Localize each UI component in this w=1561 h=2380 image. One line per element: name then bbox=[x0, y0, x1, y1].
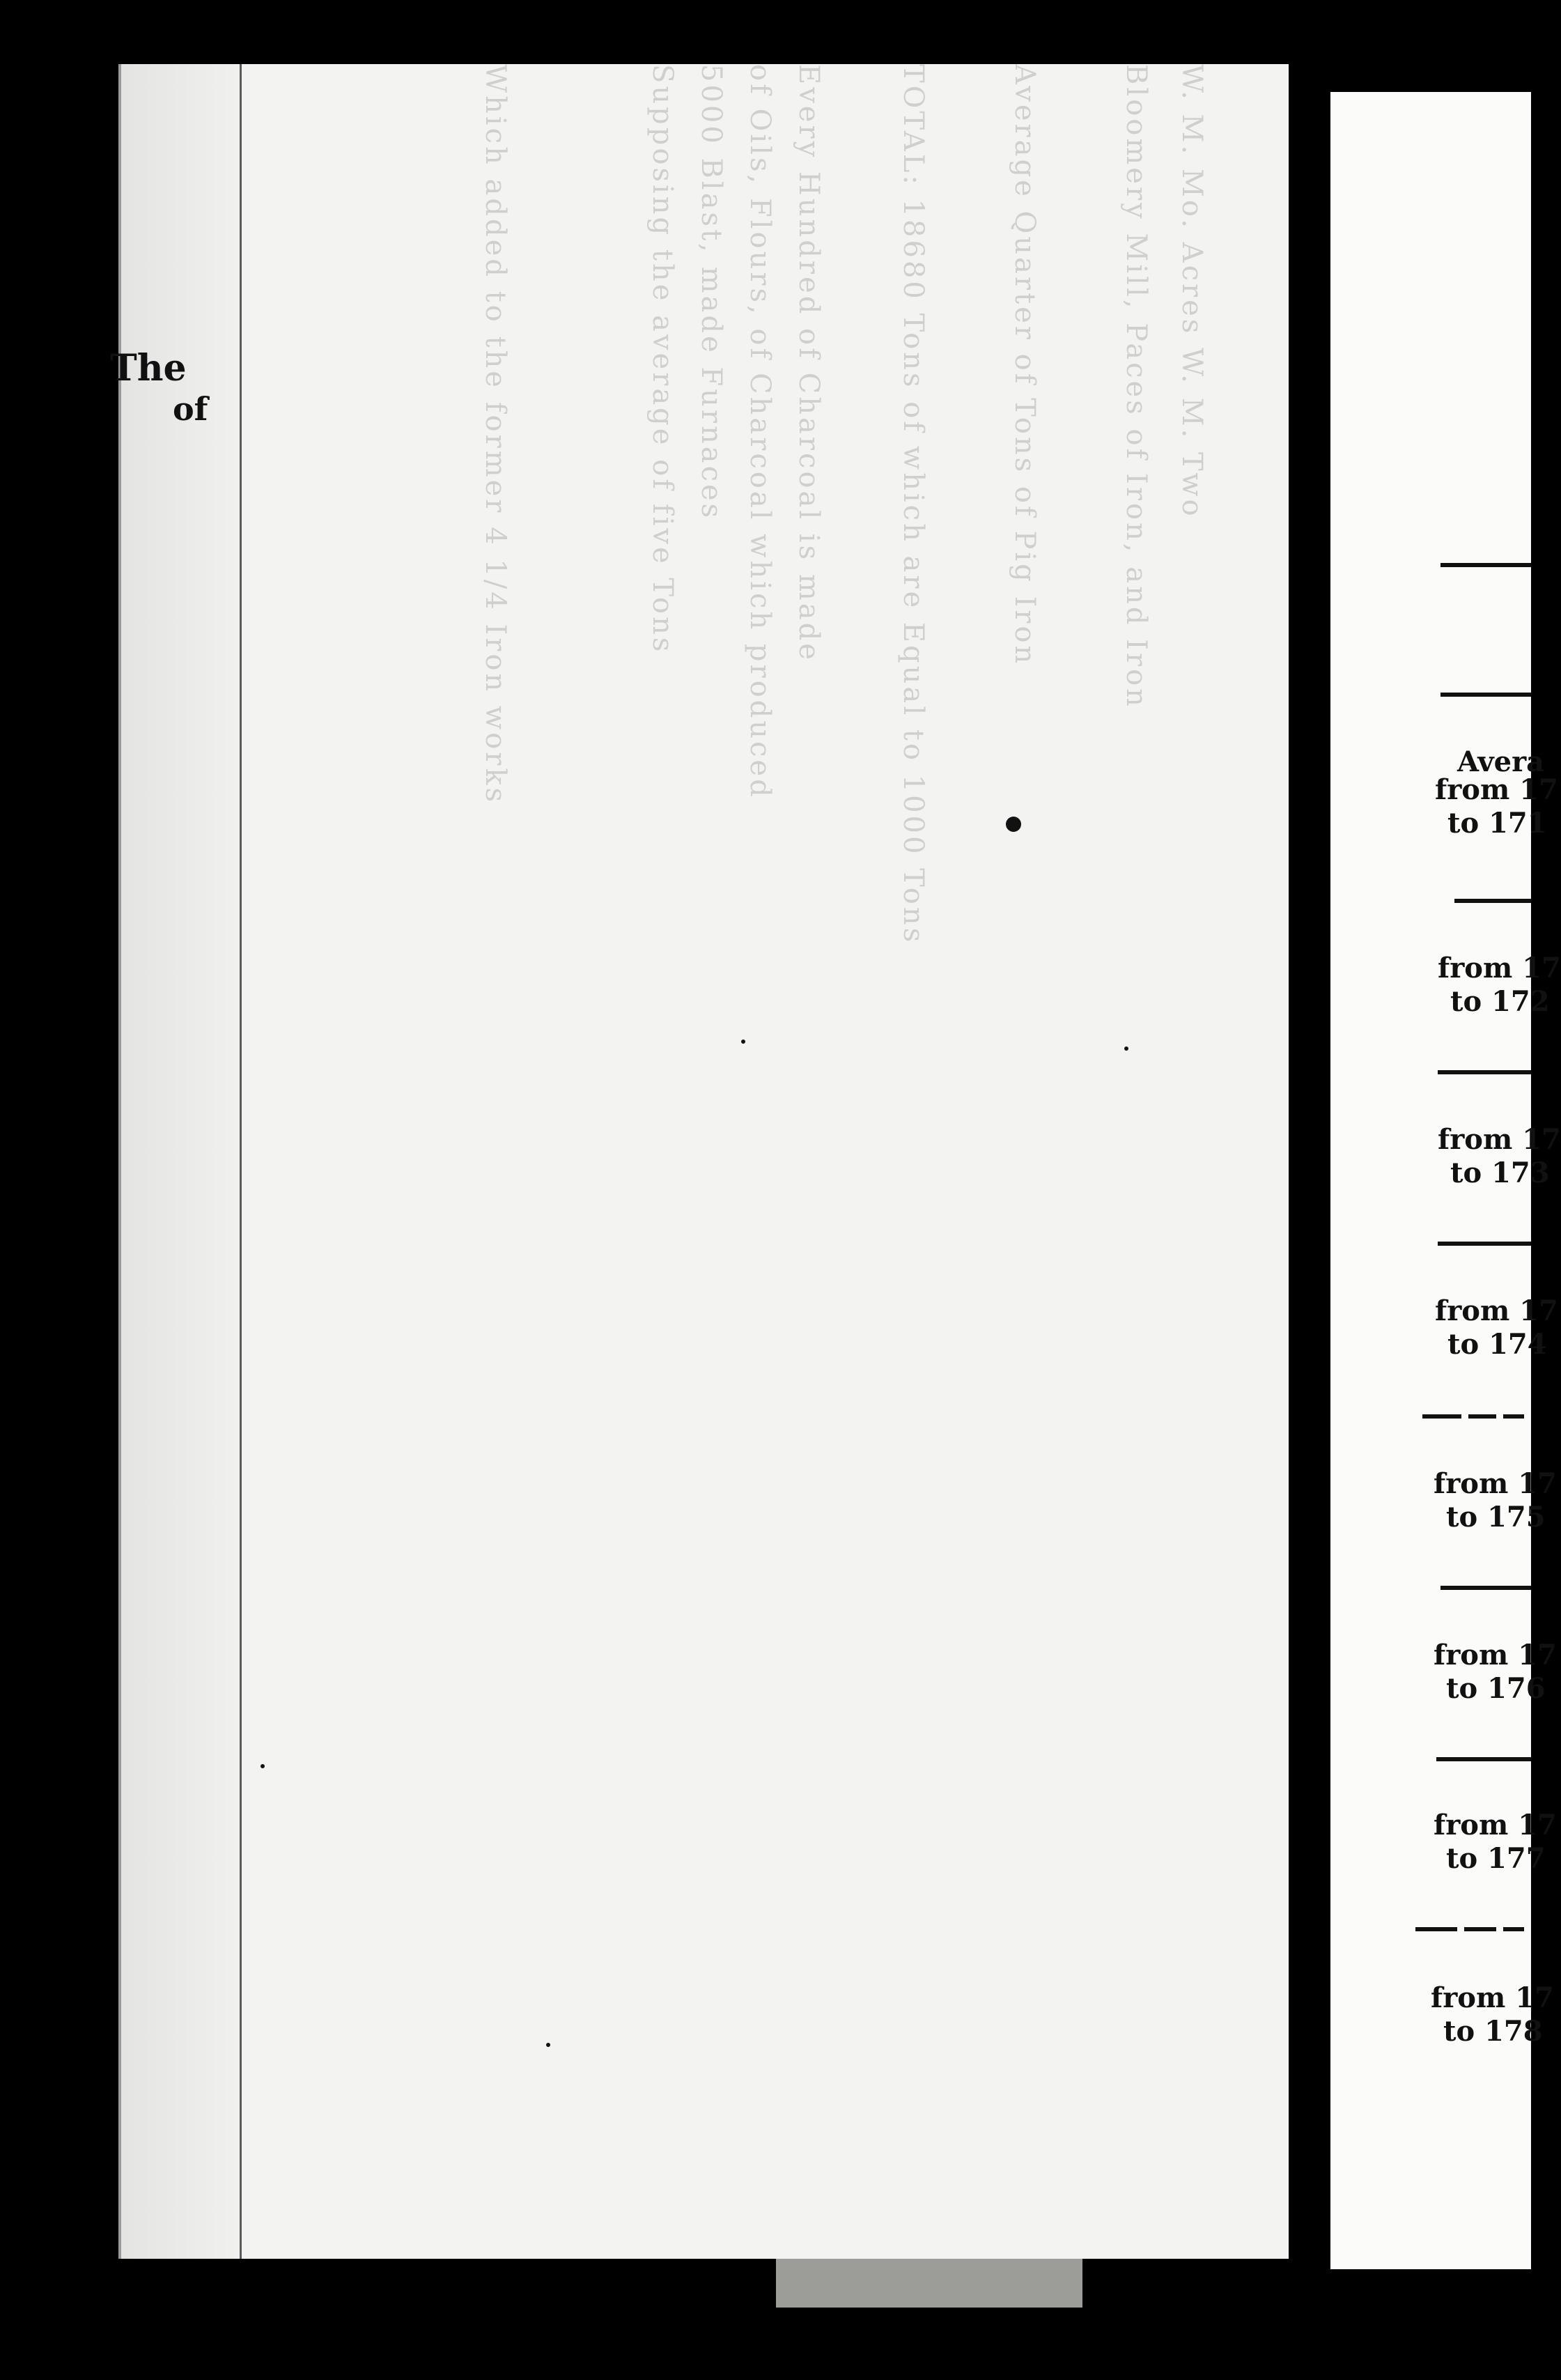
row-from: from 17 bbox=[1435, 1295, 1558, 1327]
ink-spot bbox=[261, 1764, 265, 1768]
ink-spot bbox=[1124, 1046, 1128, 1051]
table-row bbox=[1431, 1981, 1554, 2048]
row-rule bbox=[1422, 1414, 1531, 1419]
row-to: to 173 bbox=[1450, 1157, 1550, 1189]
header-rule bbox=[1440, 693, 1531, 697]
bleed-line: Average Quarter of Tons of Pig Iron bbox=[1009, 64, 1041, 667]
bleed-line: W. M. Mo. Acres W. M. Two bbox=[1176, 64, 1208, 519]
left-page bbox=[118, 64, 1289, 2259]
row-to: to 174 bbox=[1447, 1328, 1547, 1361]
table-row bbox=[1435, 1295, 1558, 1361]
page-title: The bbox=[110, 347, 187, 389]
row-to: to 178 bbox=[1443, 2015, 1543, 2048]
bleed-line: Supposing the average of five Tons bbox=[646, 64, 678, 655]
bleed-through-text bbox=[121, 64, 1289, 2259]
row-to: to 177 bbox=[1446, 1842, 1546, 1875]
binding-strip bbox=[776, 2259, 1082, 2308]
bleed-line: 5000 Blast, made Furnaces bbox=[695, 64, 727, 521]
average-label: Avera bbox=[1457, 745, 1545, 778]
row-from: from 17 bbox=[1434, 1639, 1557, 1671]
header-rule bbox=[1440, 563, 1531, 567]
row-rule bbox=[1454, 899, 1531, 903]
row-from: from 17 bbox=[1438, 1123, 1561, 1156]
table-row bbox=[1435, 773, 1558, 840]
row-rule bbox=[1436, 1757, 1531, 1761]
row-to: to 176 bbox=[1446, 1672, 1546, 1705]
row-to: to 172 bbox=[1450, 985, 1550, 1018]
bleed-line: Bloomery Mill, Paces of Iron, and Iron bbox=[1120, 64, 1152, 709]
bleed-line: Every Hundred of Charcoal is made bbox=[793, 64, 825, 663]
row-from: from 17 bbox=[1431, 1981, 1554, 2014]
row-to: to 171 bbox=[1447, 807, 1547, 840]
bleed-line: TOTAL: 18680 Tons of which are Equal to 1000 Tons bbox=[897, 64, 929, 945]
row-rule bbox=[1438, 1070, 1531, 1074]
ink-spot bbox=[546, 2043, 550, 2047]
table-row bbox=[1438, 1123, 1561, 1190]
row-to: to 175 bbox=[1446, 1501, 1546, 1533]
page-title-line2: of bbox=[173, 390, 208, 428]
table-row bbox=[1434, 1639, 1557, 1706]
row-from: from 17 bbox=[1438, 952, 1561, 984]
ink-spot bbox=[741, 1040, 745, 1044]
bleed-line: Which added to the former 4 1/4 Iron works bbox=[479, 64, 511, 805]
row-rule bbox=[1415, 1927, 1531, 1931]
row-from: from 17 bbox=[1435, 773, 1558, 806]
row-from: from 17 bbox=[1434, 1809, 1557, 1841]
row-rule bbox=[1438, 1242, 1531, 1246]
row-rule bbox=[1440, 1586, 1531, 1590]
row-from: from 17 bbox=[1434, 1467, 1557, 1500]
bleed-line: of Oils, Flours, of Charcoal which produced bbox=[744, 64, 776, 800]
ink-spot bbox=[1006, 817, 1021, 832]
table-row bbox=[1438, 952, 1561, 1019]
table-row bbox=[1434, 1467, 1557, 1534]
table-row bbox=[1434, 1809, 1557, 1876]
